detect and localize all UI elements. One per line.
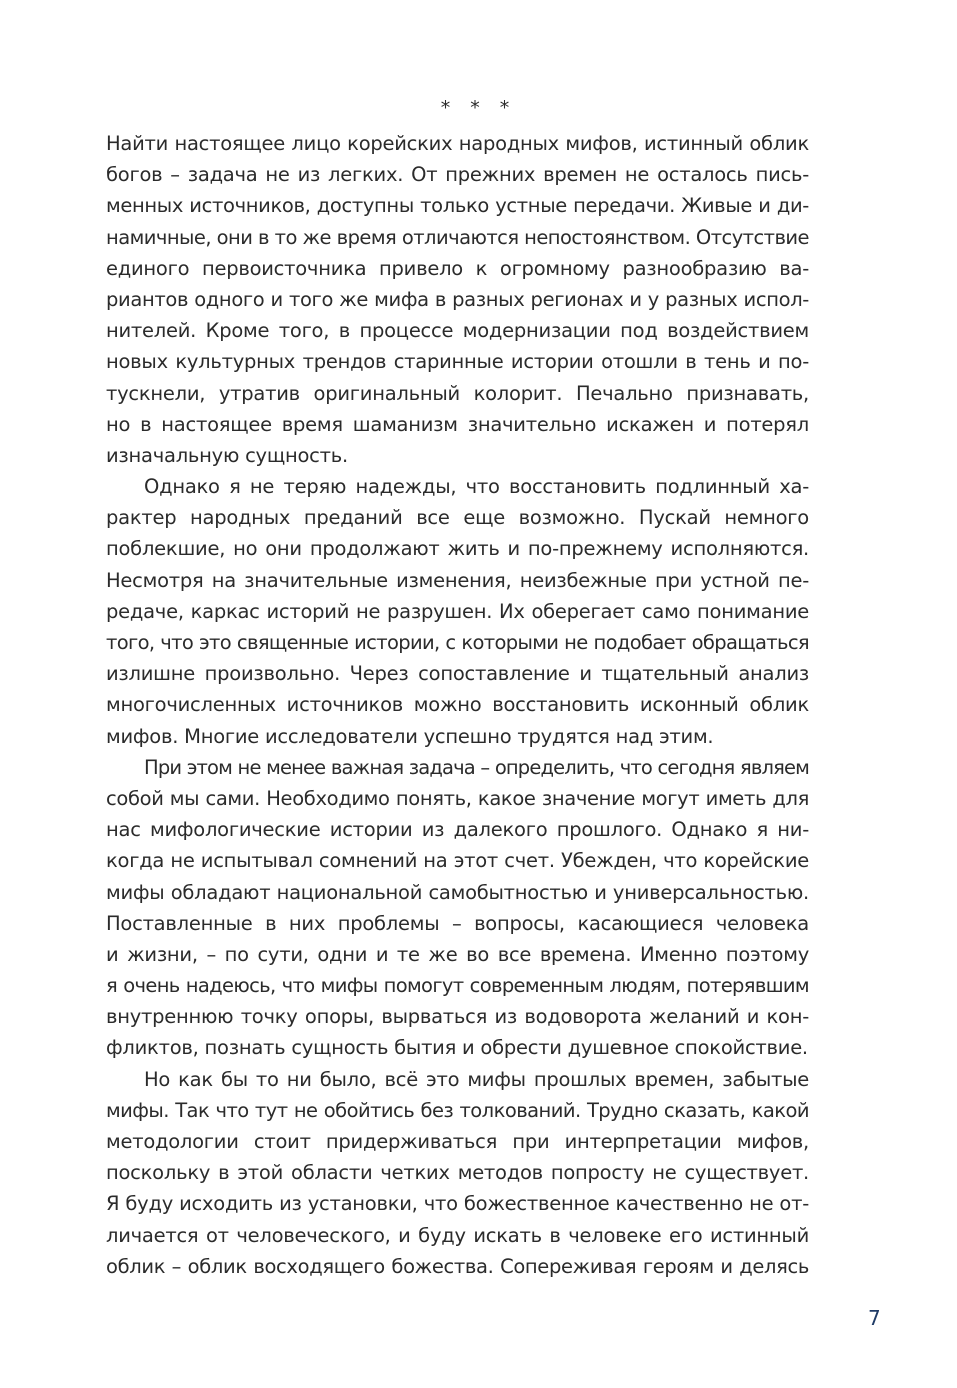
text-line: облик – облик восходящего божества. Сопереживая героям и делясь: [106, 1254, 809, 1278]
text-line: нас мифологические истории из далекого прошлого. Однако я ни-: [106, 818, 809, 842]
text-line: При этом не менее важная задача – определить, что сегодня являем: [144, 755, 809, 779]
text-line: того, что это священные истории, с которыми не подобает обращаться: [106, 631, 809, 654]
text-line: нителей. Кроме того, в процессе модернизации под воздействием: [106, 319, 809, 343]
text-line: богов – задача не из легких. От прежних времен не осталось пись-: [106, 163, 809, 187]
text-line: и жизни, – по сути, одни и те же во все времена. Именно поэтому: [106, 942, 809, 966]
text-line: изначальную сущность.: [106, 443, 348, 467]
text-line: новых культурных трендов старинные истории отошли в тень и по-: [106, 350, 809, 374]
text-line: Найти настоящее лицо корейских народных мифов, истинный облик: [106, 132, 809, 155]
paragraph-3: [106, 752, 809, 1064]
text-line: внутреннюю точку опоры, вырваться из водоворота желаний и кон-: [106, 1005, 809, 1029]
text-line: но в настоящее время шаманизм значительно искажен и потерял: [106, 412, 809, 436]
text-line: риантов одного и того же мифа в разных регионах и у разных испол-: [106, 287, 809, 311]
text-line: намичные, они в то же время отличаются непостоянством. Отсутствие: [106, 225, 809, 249]
text-line: мифы. Так что тут не обойтись без толкований. Трудно сказать, какой: [106, 1098, 809, 1122]
text-line: менных источников, доступны только устные передачи. Живые и ди-: [106, 194, 809, 218]
text-line: многочисленных источников можно восстановить исконный облик: [106, 693, 809, 717]
text-line: личается от человеческого, и буду искать в человеке его истинный: [106, 1223, 809, 1247]
text-line: мифов. Многие исследователи успешно трудятся над этим.: [106, 724, 714, 748]
text-line: я очень надеюсь, что мифы помогут современным людям, потерявшим: [106, 974, 809, 998]
text-line: излишне произвольно. Через сопоставление и тщательный анализ: [106, 662, 809, 686]
text-line: Но как бы то ни было, всё это мифы прошлых времен, забытые: [144, 1067, 809, 1091]
text-line: редаче, каркас историй не разрушен. Их оберегает само понимание: [106, 599, 809, 623]
text-line: единого первоисточника привело к огромному разнообразию ва-: [106, 256, 809, 280]
paragraph-1: [106, 128, 809, 471]
paragraph-2: [106, 471, 809, 752]
text-line: тускнели, утратив оригинальный колорит. Печально признавать,: [106, 381, 809, 405]
text-line: Однако я не теряю надежды, что восстановить подлинный ха-: [144, 475, 809, 499]
text-line: рактер народных преданий все еще возможно. Пускай немного: [106, 506, 809, 530]
text-line: собой мы сами. Необходимо понять, какое значение могут иметь для: [106, 786, 809, 810]
text-line: когда не испытывал сомнений на этот счет. Убежден, что корейские: [106, 849, 809, 873]
page-number: 7: [868, 1306, 881, 1330]
text-body: [106, 128, 809, 1282]
text-line: поскольку в этой области четких методов попросту не существует.: [106, 1161, 809, 1185]
text-line: поблекшие, но они продолжают жить и по-прежнему исполняются.: [106, 537, 809, 561]
text-line: Я буду исходить из установки, что божественное качественно не от-: [106, 1192, 809, 1216]
text-line: Несмотря на значительные изменения, неизбежные при устной пе-: [106, 568, 809, 592]
text-line: фликтов, познать сущность бытия и обрести душевное спокойствие.: [106, 1036, 808, 1060]
section-separator: * * *: [440, 97, 517, 119]
text-line: методологии стоит придерживаться при интерпретации мифов,: [106, 1130, 809, 1153]
text-line: Поставленные в них проблемы – вопросы, касающиеся человека: [106, 911, 809, 935]
paragraph-4: [106, 1064, 809, 1282]
text-line: мифы обладают национальной самобытностью и универсальностью.: [106, 880, 809, 904]
